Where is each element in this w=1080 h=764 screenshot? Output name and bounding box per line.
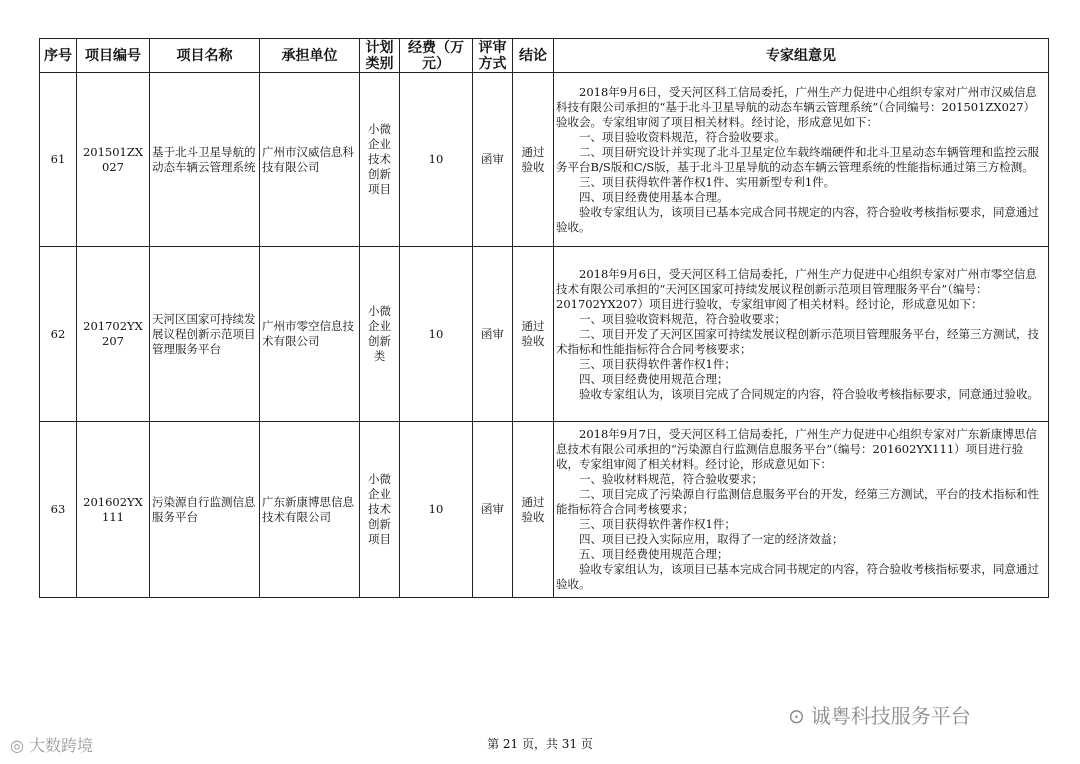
opinion-line: 四、项目经费使用规范合理； [579,371,729,386]
row-name: 天河区国家可持续发展议程创新示范项目管理服务平台 [150,247,260,422]
row-conclusion [513,73,554,247]
opinion-line: 二、项目开发了天河区国家可持续发展议程创新示范项目管理服务平台，经第三方测试，技术指标和性能指标符合合同考核要求； [556,326,1039,356]
row-funding: 10 [400,247,473,422]
platform-logo [788,700,971,729]
opinion-line: 一、验收材料规范，符合验收要求； [579,472,763,486]
opinion-line: 二、项目完成了污染源自行监测信息服务平台的开发，经第三方测试，平台的技术指标和性能指标符合合同考核要求； [556,487,1039,516]
row-category [360,422,400,598]
row-code-text: 201602YX111 [83,494,143,524]
row-funding: 10 [400,73,473,247]
row-unit: 广州市零空信息技术有限公司 [260,247,360,422]
header-seq: 序号 [40,39,77,73]
header-row [40,39,1049,73]
project-table [39,38,1049,598]
row-review: 函审 [473,422,513,598]
row-opinion [554,73,1049,247]
row-category-text: 小微企业创新类 [368,304,391,363]
opinion-line: 四、项目经费使用基本合理。 [579,189,729,204]
opinion-line: 2018年9月7日，受天河区科工信局委托，广州生产力促进中心组织专家对广东新康博思信息技术有限公司承担的“污染源自行监测信息服务平台”（编号：201602YX111）项目进行验收，专家组审阅了相关材料。经讨论，形成意见如下： [556,427,1037,471]
opinion-line: 三、项目获得软件著作权1件； [579,356,736,371]
row-category-text: 小微企业技术创新项目 [368,472,391,546]
row-unit: 广州市汉威信息科技有限公司 [260,73,360,247]
row-conclusion-text: 通过验收 [521,144,545,174]
header-funding: 经费（万元） [400,39,473,73]
opinion-line: 四、项目已投入实际应用，取得了一定的经济效益； [579,532,844,546]
row-name: 基于北斗卫星导航的动态车辆云管理系统 [150,73,260,247]
header-opinion: 专家组意见 [554,39,1049,73]
weibo-icon: ◎ [10,736,24,755]
row-conclusion [513,247,554,422]
row-unit: 广东新康博思信息技术有限公司 [260,422,360,598]
table-row [40,247,1049,422]
header-conclusion: 结论 [513,39,554,73]
opinion-line: 一、项目验收资料规范，符合验收要求； [579,311,786,326]
row-conclusion [513,422,554,598]
platform-logo-text: 诚粤科技服务平台 [810,704,971,728]
opinion-line: 2018年9月6日，受天河区科工信局委托，广州生产力促进中心组织专家对广州市零空信息技术有限公司承担的“天河区国家可持续发展议程创新示范项目管理服务平台”（编号：201702YX207）项目进行验收，专家组审阅了相关材料。经讨论，形成意见如下： [556,266,1037,311]
row-code [77,247,150,422]
header-name: 项目名称 [150,39,260,73]
table-row [40,422,1049,598]
header-code: 项目编号 [77,39,150,73]
row-funding: 10 [400,422,473,598]
wechat-icon: ⊙ [788,704,805,728]
page-footer: 第 21 页，共 31 页 [487,737,593,751]
row-review: 函审 [473,73,513,247]
opinion-line: 二、项目研究设计并实现了北斗卫星定位车载终端硬件和北斗卫星动态车辆管理和监控云服务平台B/S版和C/S版，基于北斗卫星导航的动态车辆云管理系统的性能指标通过第三方检测。 [556,144,1039,174]
opinion-line: 五、项目经费使用规范合理； [579,547,729,561]
watermark-text: 大数跨境 [28,736,93,755]
opinion-line: 一、项目验收资料规范，符合验收要求。 [579,129,786,144]
header-unit: 承担单位 [260,39,360,73]
opinion-line: 三、项目获得软件著作权1件； [579,517,736,531]
row-seq: 62 [40,247,77,422]
row-conclusion-text: 通过验收 [521,319,545,348]
table-row [40,73,1049,247]
row-category-text: 小微企业技术创新项目 [368,122,391,196]
header-category: 计划类别 [360,39,400,73]
row-conclusion-text: 通过验收 [521,494,545,524]
opinion-line: 验收专家组认为，该项目已基本完成合同书规定的内容，符合验收考核指标要求，同意通过验收。 [556,204,1039,234]
opinion-line: 验收专家组认为，该项目完成了合同规定的内容，符合验收考核指标要求，同意通过验收。 [579,386,1039,401]
opinion-line: 验收专家组认为，该项目已基本完成合同书规定的内容，符合验收考核指标要求，同意通过验收。 [556,562,1039,591]
row-category [360,73,400,247]
header-review: 评审方式 [473,39,513,73]
opinion-line: 三、项目获得软件著作权1件、实用新型专利1件。 [579,174,836,189]
row-code-text: 201702YX207 [83,319,143,348]
row-seq: 61 [40,73,77,247]
row-code-text: 201501ZX027 [82,144,144,174]
row-opinion [554,247,1049,422]
row-review: 函审 [473,247,513,422]
opinion-line: 2018年9月6日，受天河区科工信局委托，广州生产力促进中心组织专家对广州市汉威信息科技有限公司承担的“基于北斗卫星导航的动态车辆云管理系统”（合同编号：201501ZX027）验收会。专家组审阅了项目相关材料。经讨论，形成意见如下： [556,84,1037,129]
row-category [360,247,400,422]
row-code [77,73,150,247]
row-opinion [554,422,1049,598]
row-code [77,422,150,598]
row-seq: 63 [40,422,77,598]
row-name: 污染源自行监测信息服务平台 [150,422,260,598]
